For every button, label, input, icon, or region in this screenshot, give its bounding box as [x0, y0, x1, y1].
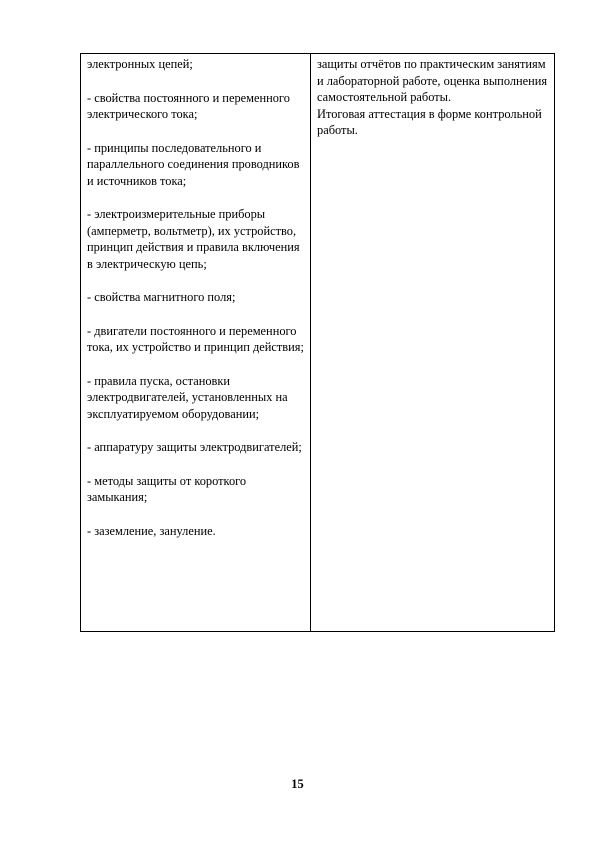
- list-item: - аппаратуру защиты электродвигателей;: [87, 440, 302, 454]
- page-number: 15: [291, 777, 304, 791]
- knowledge-list-cell: [81, 54, 311, 632]
- assessment-text: защиты отчётов по практическим занятиям и лабораторной работе, оценка выполнения самостоятельной работы.: [317, 57, 548, 104]
- list-item: - методы защиты от короткого замыкания;: [87, 473, 247, 504]
- assessment-cell: [311, 54, 555, 632]
- list-item: электронных цепей;: [87, 57, 193, 71]
- list-item: - заземление, зануление.: [87, 523, 216, 538]
- final-attestation-text: Итоговая аттестация в форме контрольной работы.: [317, 106, 542, 137]
- list-item: - правила пуска, остановки электродвигателей, установленных на эксплуатируемом оборудовании;: [87, 373, 288, 421]
- list-item: - принципы последовательного и параллельного соединения проводников и источников тока;: [87, 140, 300, 188]
- list-item: - свойства постоянного и переменного электрического тока;: [87, 90, 290, 121]
- content-table: [80, 53, 555, 632]
- table-row: [81, 54, 555, 632]
- list-item: - электроизмерительные приборы (амперметр, вольтметр), их устройство, принцип действия и правила включения в электрическую цепь;: [87, 207, 300, 271]
- list-item: - свойства магнитного поля;: [87, 290, 236, 304]
- list-item: - двигатели постоянного и переменного тока, их устройство и принцип действия;: [87, 323, 304, 354]
